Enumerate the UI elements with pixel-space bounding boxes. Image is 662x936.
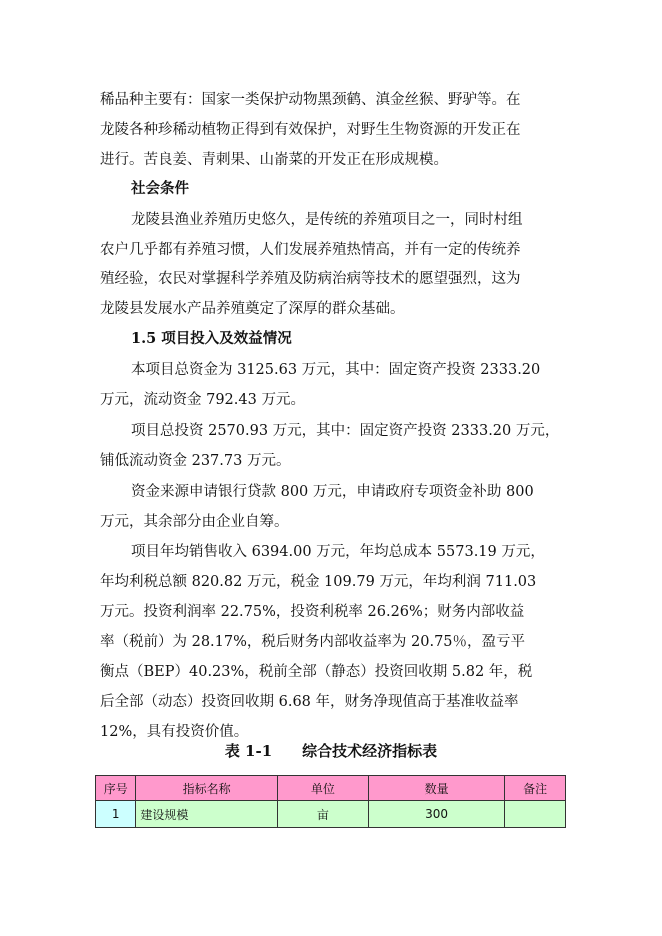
section-heading-investment: 1.5 项目投入及效益情况 bbox=[131, 330, 292, 347]
text-line: 稀品种主要有：国家一类保护动物黑颈鹤、滇金丝猴、野驴等。在 bbox=[100, 92, 521, 108]
cell-name: 建设规模 bbox=[136, 801, 278, 828]
text-line: 铺低流动资金 237.73 万元。 bbox=[100, 453, 291, 469]
text-line: 率（税前）为 28.17%，税后财务内部收益率为 20.75％，盈亏平 bbox=[100, 634, 526, 650]
cell-index: 1 bbox=[96, 801, 136, 828]
text-line: 殖经验，农民对掌握科学养殖及防病治病等技术的愿望强烈，这为 bbox=[100, 271, 521, 287]
header-cell-name: 指标名称 bbox=[136, 776, 278, 801]
text-line: 后全部（动态）投资回收期 6.68 年，财务净现值高于基准收益率 bbox=[100, 694, 519, 710]
text-line: 万元，流动资金 792.43 万元。 bbox=[100, 392, 305, 408]
text-line: 衡点（BEP）40.23%，税前全部（静态）投资回收期 5.82 年，税 bbox=[100, 664, 533, 680]
header-cell-index: 序号 bbox=[96, 776, 136, 801]
text-line: 本项目总资金为 3125.63 万元，其中：固定资产投资 2333.20 bbox=[131, 362, 541, 378]
header-cell-unit: 单位 bbox=[277, 776, 368, 801]
table-caption bbox=[0, 740, 662, 761]
section-heading-social: 社会条件 bbox=[131, 180, 189, 197]
text-line: 农户几乎都有养殖习惯，人们发展养殖热情高，并有一定的传统养 bbox=[100, 242, 521, 258]
table-caption-title: 综合技术经济指标表 bbox=[302, 742, 438, 760]
cell-remarks bbox=[505, 801, 566, 828]
cell-unit: 亩 bbox=[277, 801, 368, 828]
text-line: 项目年均销售收入 6394.00 万元，年均总成本 5573.19 万元， bbox=[131, 544, 545, 560]
cell-quantity: 300 bbox=[368, 801, 504, 828]
text-line: 万元。投资利润率 22.75%，投资利税率 26.26%；财务内部收益 bbox=[100, 604, 525, 620]
header-cell-remarks: 备注 bbox=[505, 776, 566, 801]
text-line: 龙陵各种珍稀动植物正得到有效保护，对野生生物资源的开发正在 bbox=[100, 122, 521, 138]
text-line: 龙陵县发展水产品养殖奠定了深厚的群众基础。 bbox=[100, 301, 405, 317]
indicator-table bbox=[95, 775, 566, 828]
table-header-row bbox=[96, 776, 566, 801]
table-row bbox=[96, 801, 566, 828]
table-caption-number: 表 1-1 bbox=[224, 742, 273, 760]
text-line: 进行。苦良姜、青刺果、山嵛菜的开发正在形成规模。 bbox=[100, 152, 448, 168]
header-cell-quantity: 数量 bbox=[368, 776, 504, 801]
text-line: 资金来源申请银行贷款 800 万元，申请政府专项资金补助 800 bbox=[131, 484, 534, 500]
text-line: 项目总投资 2570.93 万元，其中：固定资产投资 2333.20 万元， bbox=[131, 423, 560, 439]
text-line: 年均利税总额 820.82 万元，税金 109.79 万元，年均利润 711.03 bbox=[100, 574, 537, 590]
text-line: 龙陵县渔业养殖历史悠久，是传统的养殖项目之一，同时村组 bbox=[131, 212, 523, 228]
text-line: 万元，其余部分由企业自筹。 bbox=[100, 514, 289, 530]
text-line: 12%，具有投资价值。 bbox=[100, 724, 249, 740]
